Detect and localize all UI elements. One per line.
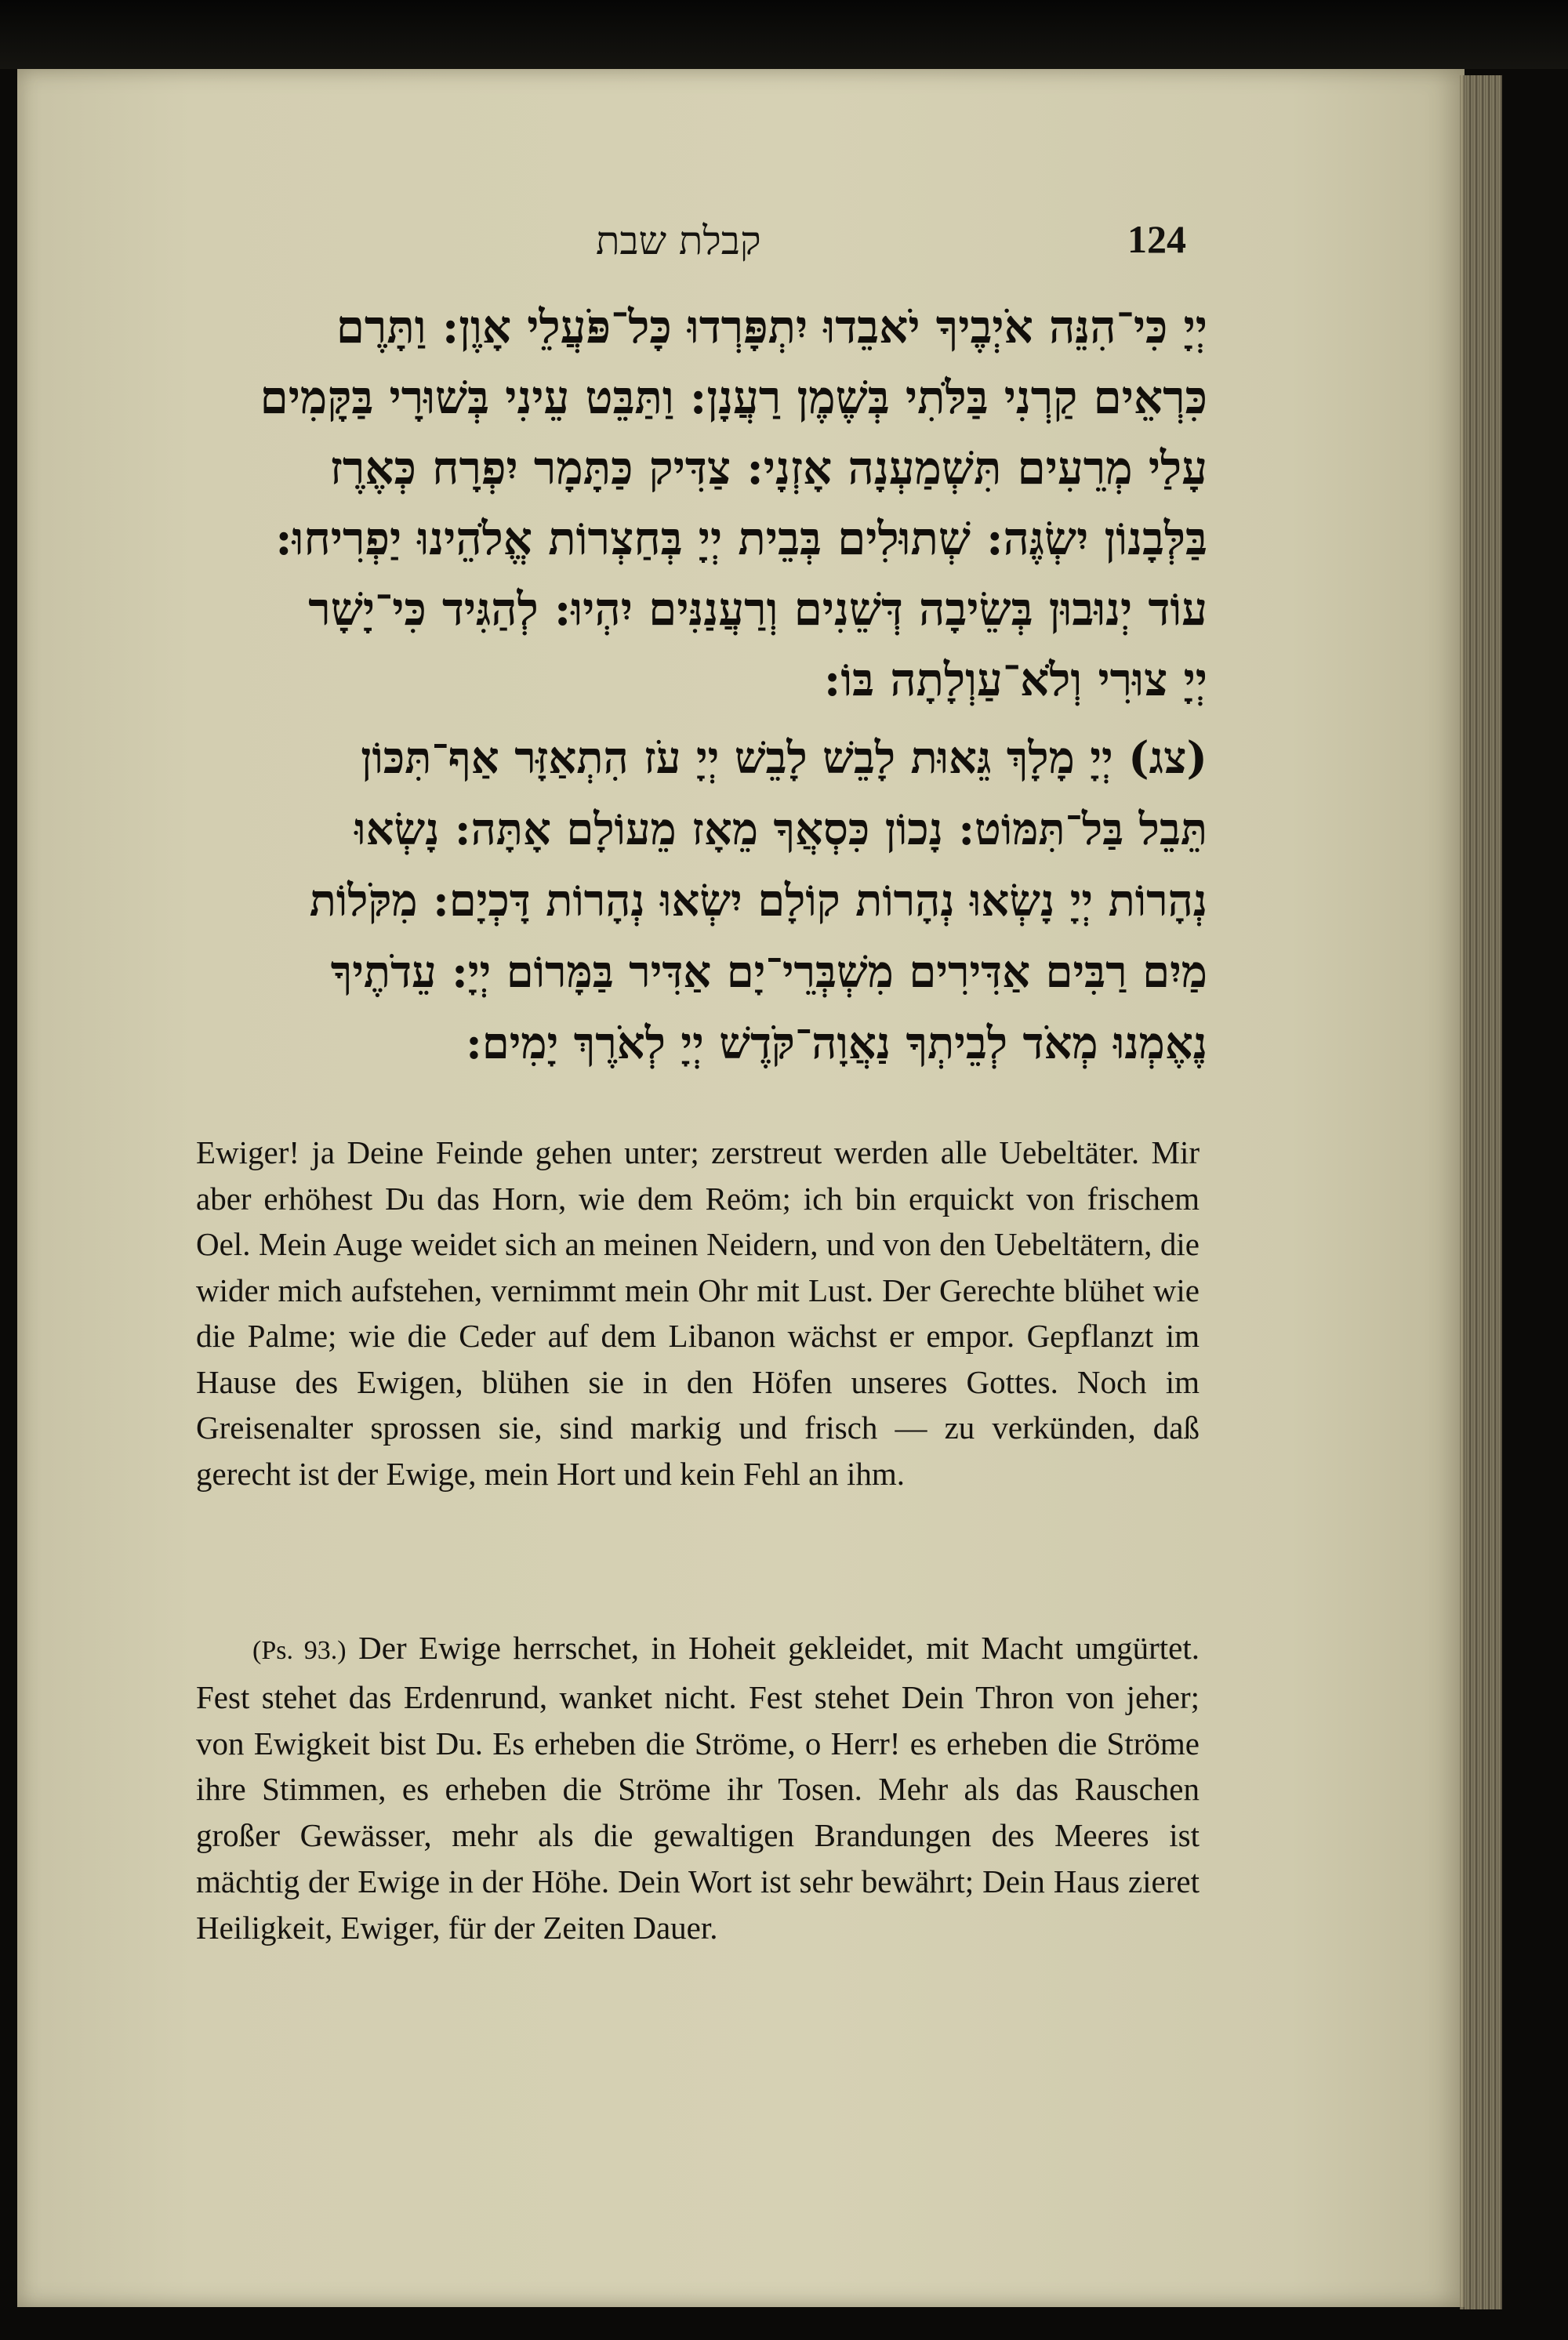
hebrew-line: מַיִם רַבִּים אַדִּירִים מִשְׁבְּרֵי־יָם אַדִּיר בַּמָּרוֹם יְיָ: עֵדֹתֶיךָ <box>330 946 1207 998</box>
german-translation-2-text: Der Ewige herrschet, in Hoheit gekleidet, mit Macht umgürtet. Fest stehet das Erdenrund, wanket nicht. Fest stehet Dein Thron von jeher; von Ewigkeit bist Du. Es erheben die Ströme, o Herr! es erheben die Ströme ihre Stimmen, es erheben die Ströme ihr Tosen. Mehr als das Rauschen großer Gewässer, mehr als die gewaltigen Brandungen des Meeres ist mächtig der Ewige in der Höhe. Dein Wort ist sehr bewährt; Dein Haus zieret Heiligkeit, Ewiger, für der Zeiten Dauer. <box>196 1630 1200 1946</box>
page-number: 124 <box>1127 217 1186 261</box>
page-edges <box>1460 75 1502 2309</box>
hebrew-line: עָלַי מְרֵעִים תִּשְׁמַעְנָה אָזְנָי: צַדִּיק כַּתָּמָר יִפְרָח כְּאֶרֶז <box>329 441 1207 495</box>
running-title: קבלת שבת <box>596 218 761 263</box>
hebrew-line: תֵּבֵל בַּל־תִּמּוֹט: נָכוֹן כִּסְאֲךָ מֵאָז מֵעוֹלָם אָתָּה: נָשְׂאוּ <box>354 804 1207 855</box>
hebrew-line: יְיָ כִּי־הִנֵּה אֹיְבֶיךָ יֹאבֵדוּ יִתְפָּרְדוּ כָּל־פֹּעֲלֵי אָוֶן: וַתָּרֶם <box>336 300 1207 354</box>
hebrew-line: נֶאֶמְנוּ מְאֹד לְבֵיתְךָ נַאֲוָה־קֹּדֶשׁ יְיָ לְאֹרֶךְ יָמִים: <box>466 1018 1207 1069</box>
german-translation-2 <box>196 1625 1200 1951</box>
german-translation-1: Ewiger! ja Deine Feinde gehen unter; zerstreut werden alle Uebeltäter. Mir aber erhöhest Du das Horn, wie dem Reöm; ich bin erquickt von frischem Oel. Mein Auge weidet sich an meinen Neidern, und von den Uebeltätern, die wider mich aufstehen, vernimmt mein Ohr mit Lust. Der Gerechte blühet wie die Palme; wie die Ceder auf dem Libanon wächst er empor. Gepflanzt im Hause des Ewigen, blühen sie in den Höfen unseres Gottes. Noch im Greisenalter sprossen sie, sind markig und frisch — zu verkünden, daß gerecht ist der Ewige, mein Hort und kein Fehl an ihm. <box>196 1134 1200 1492</box>
hebrew-line: כִּרְאֵים קַרְנִי בַּלֹּתִי בְּשֶׁמֶן רַעֲנָן: וַתַּבֵּט עֵינִי בְּשׁוּרָי בַּקָּמִים <box>260 371 1207 424</box>
hebrew-line: בַּלְּבָנוֹן יִשְׂגֶּה: שְׁתוּלִים בְּבֵית יְיָ בְּחַצְרוֹת אֱלֹהֵינוּ יַפְרִיחוּ: <box>275 512 1207 565</box>
running-head <box>596 217 1186 273</box>
hebrew-line: נְהָרוֹת יְיָ נָשְׂאוּ נְהָרוֹת קוֹלָם יִשְׂאוּ נְהָרוֹת דָּכְיָם: מִקֹּלוֹת <box>309 875 1207 927</box>
hebrew-passage-1 <box>188 292 1207 715</box>
section-divider <box>194 1074 1198 1075</box>
psalm-reference: (Ps. 93.) <box>252 1636 347 1665</box>
hebrew-line: (צג) יְיָ מָלָךְ גֵּאוּת לָבֵשׁ לָבֵשׁ יְיָ עֹז הִתְאַזָּר אַף־תִּכּוֹן <box>361 732 1207 784</box>
hebrew-line: עוֹד יְנוּבוּן בְּשֵׂיבָה דְּשֵׁנִים וְרַעֲנַנִּים יִהְיוּ: לְהַגִּיד כִּי־יָשָׁר <box>308 582 1207 636</box>
scan-background <box>0 0 1568 69</box>
hebrew-line: יְיָ צוּרִי וְלֹא־עַוְלָתָה בּוֹ: <box>823 653 1207 706</box>
hebrew-passage-2 <box>188 723 1207 1079</box>
